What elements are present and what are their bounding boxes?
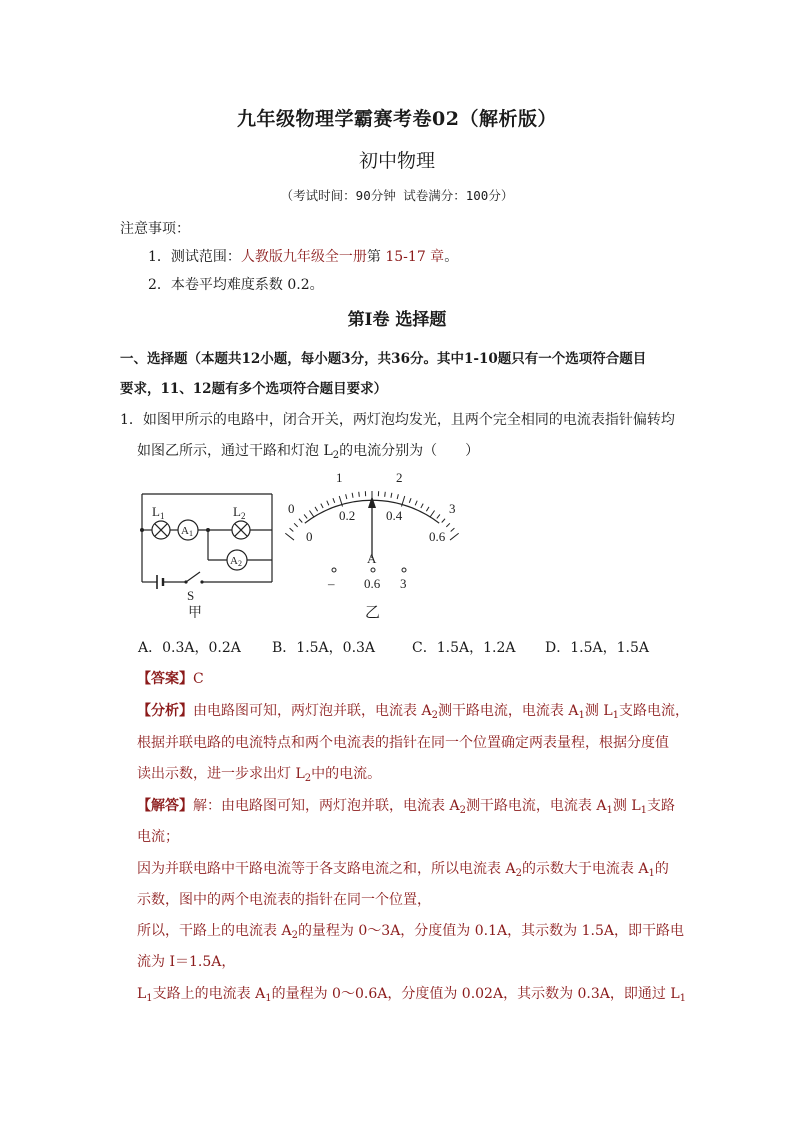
dial-tick — [359, 492, 360, 497]
analysis-line2: 根据并联电路的电流特点和两个电流表的指针在同一个位置确定两表量程，根据分度值 — [137, 735, 669, 751]
switch-label: S — [187, 588, 195, 603]
exam-info: （考试时间：90分钟 试卷满分：100分） — [280, 188, 514, 203]
ammeter2-label: A2 — [230, 555, 242, 568]
dial-outer-1: 1 — [336, 470, 343, 485]
section-title: 第Ⅰ卷 选择题 — [347, 310, 447, 330]
lamp1-label: $L_1$ — [152, 504, 165, 521]
dial-tick — [415, 501, 417, 506]
dial-tick — [346, 494, 347, 499]
ammeter-dial — [282, 466, 468, 596]
dial-tick — [409, 498, 411, 503]
dial-tick — [437, 514, 440, 518]
option-d: D．1.5A，1.5A — [545, 640, 649, 656]
notice-item-2: 2．本卷平均难度系数 0.2。 — [148, 277, 324, 293]
dial-tick — [299, 519, 302, 523]
notice-item-1: 1．测试范围：人教版九年级全一册第 15-17 章。 — [148, 249, 459, 265]
question-line1: 1．如图甲所示的电路中，闭合开关，两灯泡均发光，且两个完全相同的电流表指针偏转均 — [120, 412, 675, 428]
notice-heading: 注意事项： — [120, 221, 190, 237]
dial-outer-3: 3 — [449, 501, 456, 516]
answer: 【答案】C — [137, 671, 204, 687]
solution-line2: 电流； — [137, 829, 179, 845]
dial-tick — [426, 507, 429, 511]
dial-inner-3: 0.6 — [429, 529, 446, 544]
dial-tick — [421, 504, 423, 508]
dial-outer-0: 0 — [288, 501, 295, 516]
terminal-0.6: 0.6 — [364, 576, 381, 591]
analysis-line3: 读出示数，进一步求出灯 $L_2$中的电流。 — [137, 766, 382, 784]
dial-tick — [285, 533, 294, 540]
solution-line7: $L_1$支路上的电流表 $A_1$的量程为 0～0.6A，分度值为 0.02A，其示数为 0.3A，即通过 $L_1$ — [137, 986, 687, 1004]
ammeter1-label: A1 — [181, 525, 193, 538]
dial-tick — [451, 528, 455, 531]
dial-tick — [333, 498, 335, 503]
dial-tick — [430, 511, 435, 518]
dial-inner-1: 0.2 — [339, 508, 356, 523]
option-b: B．1.5A，0.3A — [272, 640, 376, 656]
analysis-line1: 【分析】由电路图可知，两灯泡并联，电流表 $A_2$测干路电流，电流表 $A_1$测 $L_1$支路电流， — [137, 703, 689, 721]
solution-line6: 流为 I＝1.5A， — [137, 954, 236, 970]
part1-line1: 一、选择题（本题共12小题，每小题3分，共36分。其中1-10题只有一个选项符合题目 — [120, 351, 647, 367]
lamp2-label: $L_2$ — [233, 504, 246, 521]
solution-line4: 示数，图中的两个电流表的指针在同一个位置， — [137, 892, 431, 908]
dial-outer-2: 2 — [396, 470, 403, 485]
circuit-diagram — [136, 484, 278, 618]
solution-line5: 所以，干路上的电流表 $A_2$的量程为 0～3A，分度值为 0.1A，其示数为 1.5A，即干路电 — [137, 923, 684, 941]
dial-tick — [294, 523, 298, 527]
part1-line2: 要求，11、12题有多个选项符合题目要求） — [120, 381, 388, 397]
dial-tick — [352, 493, 353, 498]
dial-tick — [450, 533, 459, 540]
dial-tick — [290, 528, 294, 531]
page-title: 九年级物理学霸赛考卷02（解析版） — [237, 108, 557, 130]
dial-tick — [315, 507, 318, 511]
solution-line1: 【解答】解：由电路图可知，两灯泡并联，电流表 $A_2$测干路电流，电流表 $A_1$测 $L_1$支路 — [137, 798, 675, 816]
dial-tick — [304, 514, 307, 518]
dial-unit-label: A — [367, 551, 377, 566]
circuit-caption: 甲 — [188, 606, 202, 618]
dial-tick — [397, 494, 398, 499]
option-a: A．0.3A，0.2A — [138, 640, 241, 656]
dial-tick — [309, 511, 314, 518]
dial-tick — [321, 504, 323, 508]
page-subtitle: 初中物理 — [358, 150, 435, 172]
dial-tick — [442, 519, 445, 523]
dial-tick — [391, 493, 392, 498]
terminal-3: 3 — [400, 576, 407, 591]
dial-tick — [446, 523, 450, 527]
dial-tick — [327, 501, 329, 506]
option-c: C．1.5A，1.2A — [412, 640, 516, 656]
question-line2: 如图乙所示，通过干路和灯泡 $L_2$的电流分别为（ ） — [137, 443, 480, 461]
solution-line3: 因为并联电路中干路电流等于各支路电流之和，所以电流表 $A_2$的示数大于电流表 $A_1$的 — [137, 861, 669, 879]
dial-inner-0: 0 — [306, 529, 313, 544]
dial-inner-2: 0.4 — [386, 508, 403, 523]
dial-caption-text: 乙 — [365, 603, 381, 621]
terminal-negative: – — [328, 576, 335, 591]
dial-tick — [385, 492, 386, 497]
